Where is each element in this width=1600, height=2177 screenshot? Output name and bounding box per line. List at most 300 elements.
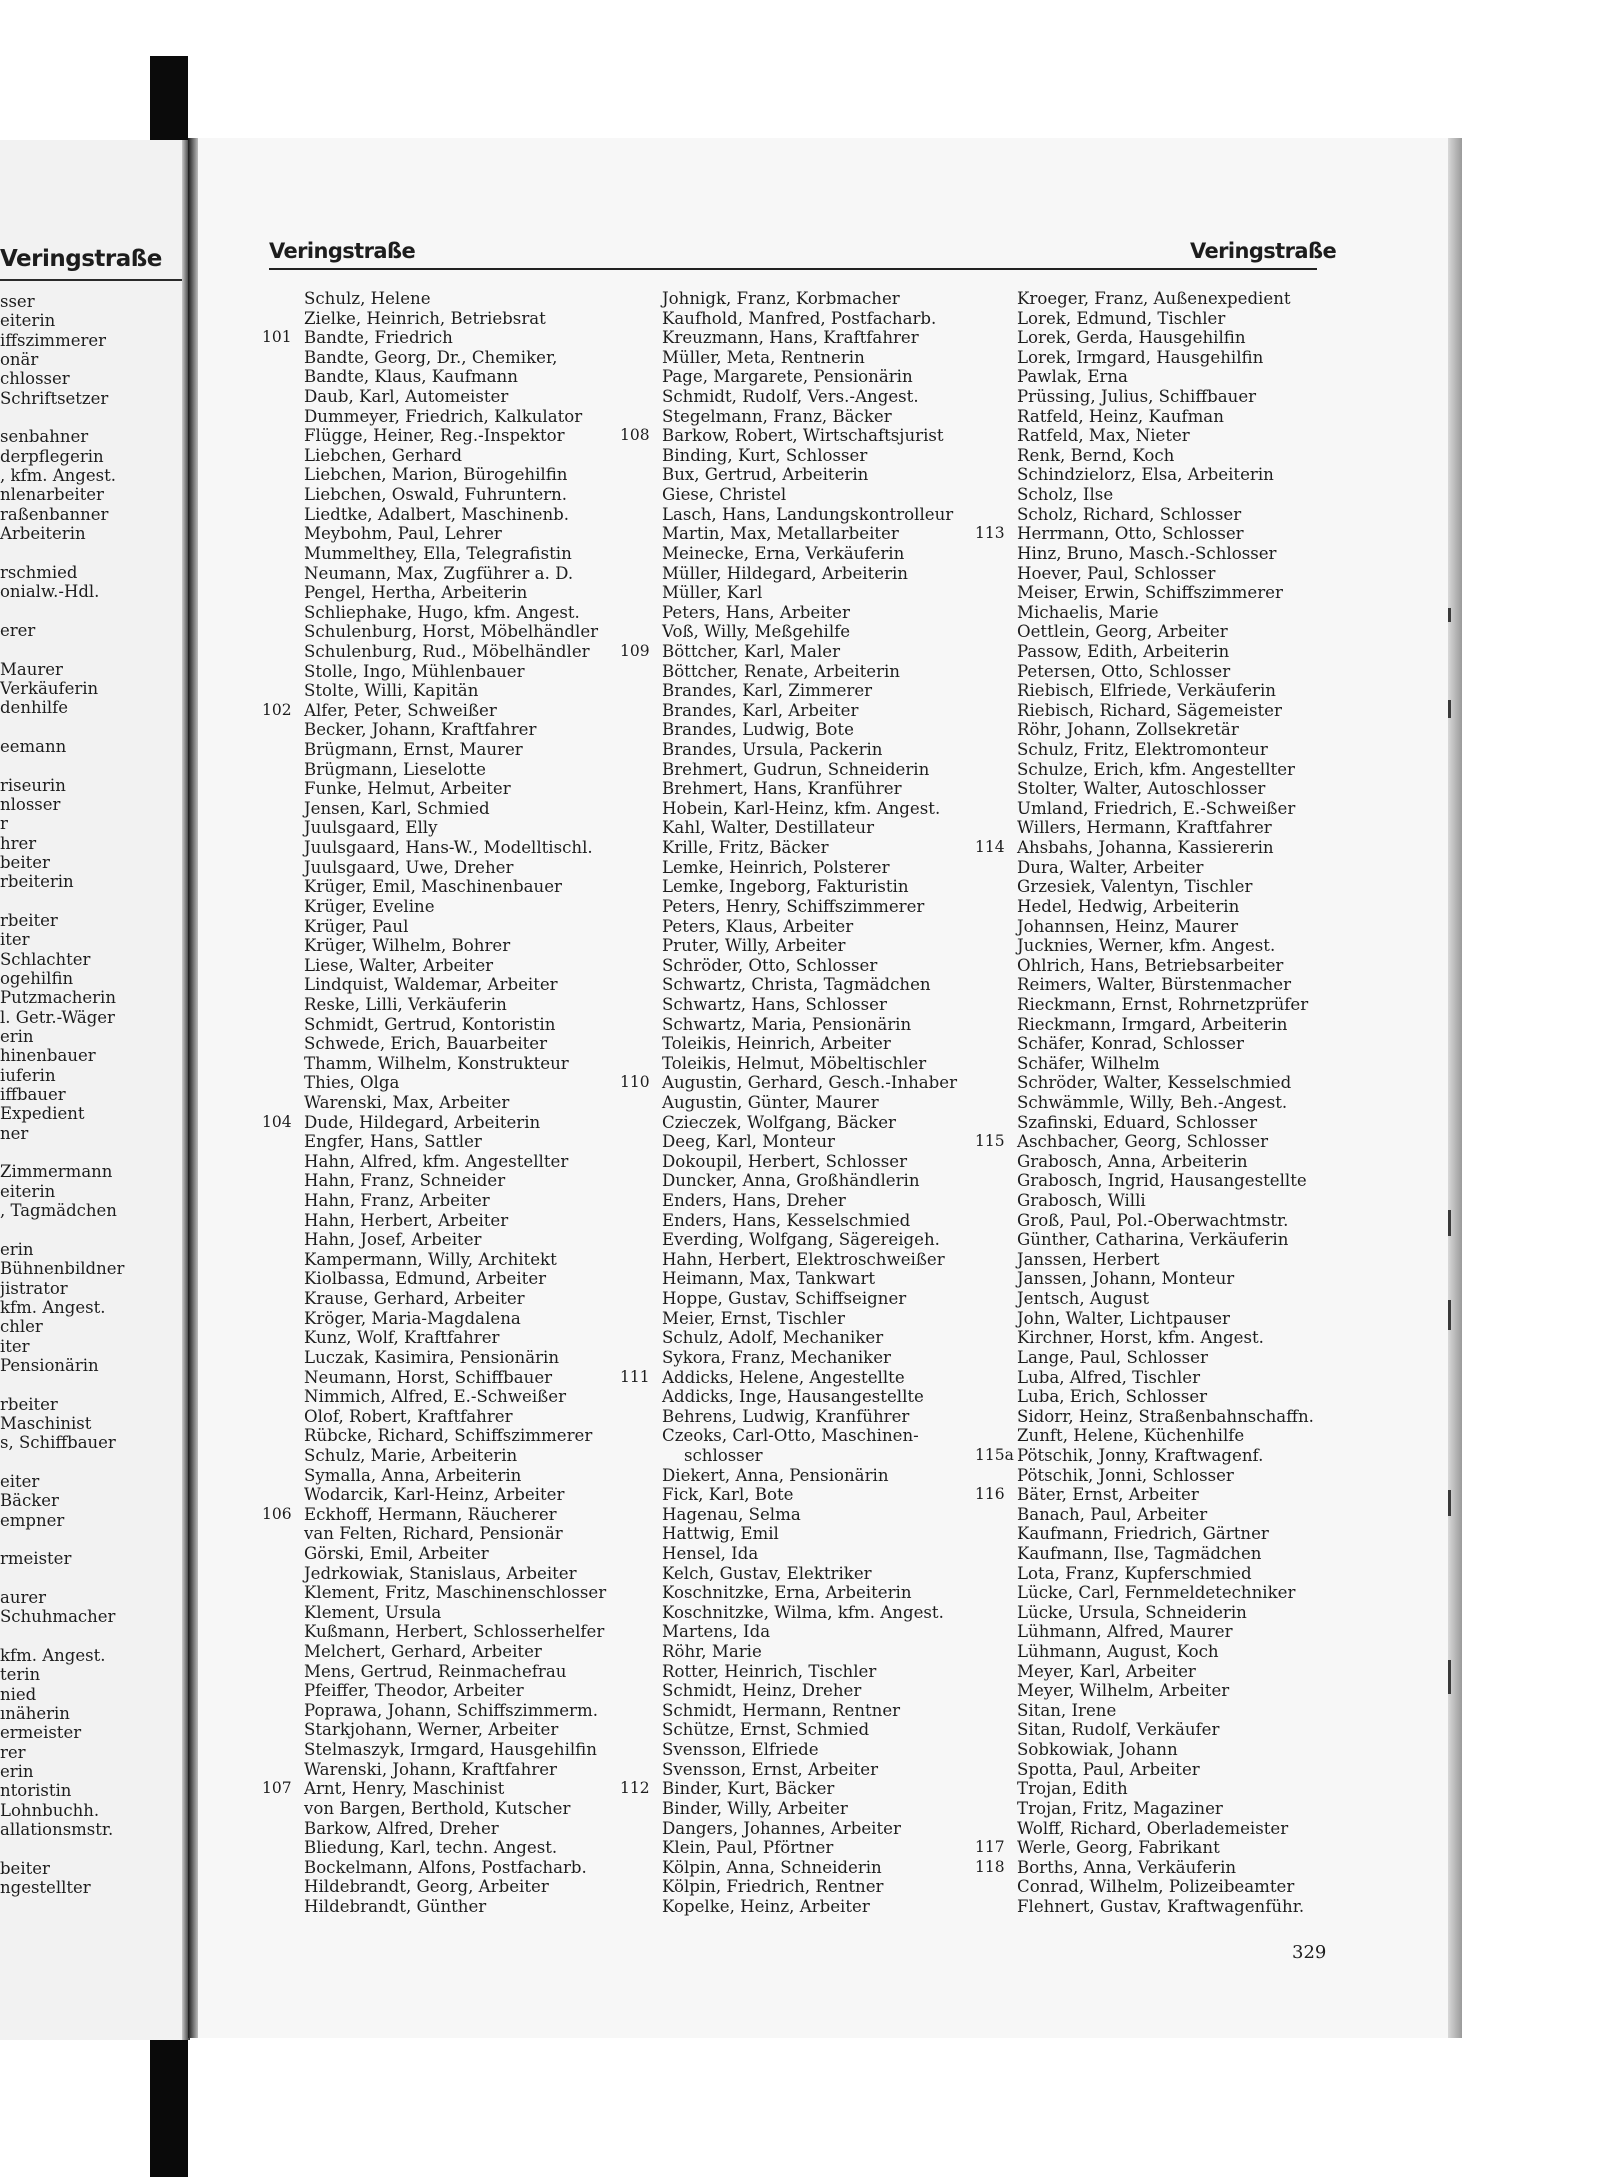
directory-entry bbox=[975, 1132, 1325, 1152]
directory-entry bbox=[975, 524, 1325, 544]
directory-entry bbox=[975, 367, 1325, 387]
directory-entry bbox=[620, 1642, 965, 1662]
directory-entry bbox=[620, 1505, 965, 1525]
resident-entry-text: Kahl, Walter, Destillateur bbox=[662, 818, 875, 838]
directory-entry bbox=[975, 309, 1325, 329]
resident-entry-text: Ohlrich, Hans, Betriebsarbeiter bbox=[1017, 955, 1284, 975]
resident-entry-text: Hahn, Herbert, Arbeiter bbox=[304, 1210, 509, 1230]
resident-entry-text: Lorek, Irmgard, Hausgehilfin bbox=[1017, 347, 1264, 367]
directory-entry bbox=[620, 328, 965, 348]
resident-entry-text: Kaufmann, Friedrich, Gärtner bbox=[1017, 1524, 1269, 1544]
left-page-line: Arbeiterin bbox=[0, 524, 86, 544]
directory-entry bbox=[620, 1152, 965, 1172]
left-page-line: rer bbox=[0, 1742, 26, 1762]
left-page-line bbox=[0, 1453, 182, 1472]
resident-entry-text: Stolter, Walter, Autoschlosser bbox=[1017, 779, 1266, 799]
directory-entry bbox=[975, 485, 1325, 505]
left-page-line: rbeiterin bbox=[0, 872, 74, 892]
left-page-line: erin bbox=[0, 1239, 34, 1259]
directory-entry bbox=[620, 1230, 965, 1250]
left-page-fragment bbox=[0, 140, 188, 2040]
resident-entry-text: Addicks, Inge, Hausangestellte bbox=[662, 1387, 924, 1407]
resident-entry-text: Johnigk, Franz, Korbmacher bbox=[662, 289, 900, 308]
resident-entry-text: Dokoupil, Herbert, Schlosser bbox=[662, 1151, 908, 1171]
resident-entry-text: Schröder, Otto, Schlosser bbox=[662, 955, 878, 975]
left-page-line: nied bbox=[0, 1684, 37, 1704]
directory-entry bbox=[262, 720, 602, 740]
directory-entry bbox=[975, 1387, 1325, 1407]
directory-entry bbox=[620, 1132, 965, 1152]
bleed-mark bbox=[1448, 1210, 1451, 1236]
directory-entry bbox=[620, 544, 965, 564]
resident-entry-text: Flügge, Heiner, Reg.-Inspektor bbox=[304, 426, 565, 446]
resident-entry-text: Luba, Erich, Schlosser bbox=[1017, 1387, 1208, 1407]
resident-entry-text: Meyer, Karl, Arbeiter bbox=[1017, 1661, 1196, 1681]
directory-entry bbox=[975, 681, 1325, 701]
resident-entry-text: Rieckmann, Irmgard, Arbeiterin bbox=[1017, 1014, 1288, 1034]
resident-entry-text: Trojan, Fritz, Magaziner bbox=[1017, 1798, 1223, 1818]
directory-entry bbox=[620, 1113, 965, 1133]
directory-entry bbox=[975, 564, 1325, 584]
directory-entry bbox=[262, 1191, 602, 1211]
bleed-mark bbox=[1448, 1490, 1451, 1516]
left-page-line: Verkäuferin bbox=[0, 678, 99, 698]
resident-entry-text: Schulz, Marie, Arbeiterin bbox=[304, 1445, 518, 1465]
resident-entry-text: Hahn, Josef, Arbeiter bbox=[304, 1230, 482, 1250]
resident-entry-text: Mens, Gertrud, Reinmachefrau bbox=[304, 1661, 567, 1681]
directory-entry bbox=[262, 1622, 605, 1642]
directory-entry bbox=[620, 348, 965, 368]
directory-entry bbox=[620, 1838, 965, 1858]
directory-entry bbox=[262, 1132, 602, 1152]
directory-entry bbox=[262, 681, 602, 701]
directory-entry bbox=[262, 936, 602, 956]
page-header-right: Veringstraße bbox=[1190, 239, 1337, 263]
left-page-line: hinenbauer bbox=[0, 1046, 96, 1066]
resident-entry-text: Ratfeld, Heinz, Kaufman bbox=[1017, 406, 1224, 426]
resident-entry-text: Hobein, Karl-Heinz, kfm. Angest. bbox=[662, 798, 941, 818]
left-page-line bbox=[0, 1840, 182, 1859]
directory-entry bbox=[975, 407, 1325, 427]
left-page-line: eiter bbox=[0, 1471, 40, 1491]
directory-entry bbox=[975, 1073, 1325, 1093]
resident-entry-text: Conrad, Wilhelm, Polizeibeamter bbox=[1017, 1877, 1295, 1897]
directory-entry bbox=[620, 799, 965, 819]
left-page-line: ogehilfin bbox=[0, 969, 74, 989]
resident-entry-text: Krille, Fritz, Bäcker bbox=[662, 838, 829, 858]
house-number: 115 bbox=[975, 1132, 1005, 1151]
resident-entry-text: Schütze, Ernst, Schmied bbox=[662, 1720, 870, 1740]
left-page-line: ner bbox=[0, 1123, 29, 1143]
directory-entry bbox=[620, 622, 965, 642]
resident-entry-text: Pawlak, Erna bbox=[1017, 367, 1128, 387]
left-page-line: Lohnbuchh. bbox=[0, 1800, 100, 1820]
directory-entry bbox=[262, 1426, 602, 1446]
resident-entry-text: Nimmich, Alfred, E.-Schweißer bbox=[304, 1387, 566, 1407]
directory-entry bbox=[620, 662, 965, 682]
resident-entry-text: Lücke, Ursula, Schneiderin bbox=[1017, 1602, 1247, 1622]
directory-entry bbox=[262, 1015, 602, 1035]
resident-entry-text: Kampermann, Willy, Architekt bbox=[304, 1249, 557, 1269]
directory-entry bbox=[620, 583, 965, 603]
resident-entry-text: Neumann, Max, Zugführer a. D. bbox=[304, 563, 574, 583]
bleed-mark bbox=[1448, 1660, 1451, 1694]
left-page-line: Pensionärin bbox=[0, 1355, 99, 1375]
directory-entry bbox=[620, 1073, 965, 1093]
resident-entry-text: Warenski, Johann, Kraftfahrer bbox=[304, 1759, 557, 1779]
directory-entry bbox=[620, 858, 965, 878]
resident-entry-text: Meiser, Erwin, Schiffszimmerer bbox=[1017, 583, 1283, 603]
resident-entry-text: Luczak, Kasimira, Pensionärin bbox=[304, 1347, 560, 1367]
directory-entry bbox=[262, 897, 602, 917]
resident-entry-text: Bandte, Klaus, Kaufmann bbox=[304, 367, 518, 387]
directory-entry bbox=[262, 485, 602, 505]
resident-entry-text: Liebchen, Marion, Bürogehilfin bbox=[304, 465, 568, 485]
resident-entry-text: Starkjohann, Werner, Arbeiter bbox=[304, 1720, 559, 1740]
left-page-line: eiterin bbox=[0, 311, 56, 331]
directory-entry bbox=[620, 1387, 965, 1407]
resident-entry-text: Hildebrandt, Georg, Arbeiter bbox=[304, 1877, 549, 1897]
directory-entry bbox=[975, 289, 1325, 309]
resident-entry-text: Hagenau, Selma bbox=[662, 1504, 801, 1524]
resident-entry-text: Bandte, Georg, Dr., Chemiker, bbox=[304, 347, 558, 367]
resident-entry-text: Ahsbahs, Johanna, Kassiererin bbox=[1017, 838, 1274, 858]
resident-entry-text: Borths, Anna, Verkäuferin bbox=[1017, 1857, 1237, 1877]
directory-entry bbox=[975, 1211, 1325, 1231]
directory-entry bbox=[262, 760, 602, 780]
directory-entry bbox=[975, 1466, 1325, 1486]
directory-entry bbox=[262, 1897, 602, 1917]
resident-entry-text: Grabosch, Anna, Arbeiterin bbox=[1017, 1151, 1248, 1171]
directory-entry bbox=[262, 1544, 602, 1564]
resident-entry-text: Brandes, Ludwig, Bote bbox=[662, 720, 854, 740]
resident-entry-text: Neumann, Horst, Schiffbauer bbox=[304, 1367, 553, 1387]
resident-entry-text: Günther, Catharina, Verkäuferin bbox=[1017, 1230, 1289, 1250]
directory-entry bbox=[620, 564, 965, 584]
left-page-line: chler bbox=[0, 1317, 43, 1337]
left-page-line: allationsmstr. bbox=[0, 1820, 114, 1840]
directory-entry bbox=[262, 1701, 602, 1721]
directory-entry bbox=[262, 1328, 602, 1348]
resident-entry-text: Sidorr, Heinz, Straßenbahnschaffn. bbox=[1017, 1406, 1314, 1426]
directory-entry bbox=[620, 1171, 965, 1191]
resident-entry-text: Meybohm, Paul, Lehrer bbox=[304, 524, 502, 544]
resident-entry-text: Kiolbassa, Edmund, Arbeiter bbox=[304, 1269, 547, 1289]
resident-entry-text: Hinz, Bruno, Masch.-Schlosser bbox=[1017, 543, 1277, 563]
resident-entry-text: Röhr, Marie bbox=[662, 1642, 762, 1662]
directory-entry bbox=[620, 1191, 965, 1211]
directory-entry bbox=[620, 1799, 965, 1819]
directory-entry bbox=[620, 740, 965, 760]
directory-entry bbox=[620, 1583, 965, 1603]
left-page-lines bbox=[0, 292, 182, 1898]
resident-entry-text: Müller, Meta, Rentnerin bbox=[662, 347, 865, 367]
resident-entry-text: Müller, Karl bbox=[662, 583, 763, 603]
directory-entry bbox=[620, 1701, 965, 1721]
resident-entry-text: Schwartz, Hans, Schlosser bbox=[662, 994, 887, 1014]
resident-entry-text: Oettlein, Georg, Arbeiter bbox=[1017, 622, 1228, 642]
house-number: 116 bbox=[975, 1485, 1005, 1504]
directory-entry bbox=[262, 328, 602, 348]
directory-entry bbox=[262, 1524, 602, 1544]
left-page-line: denhilfe bbox=[0, 698, 69, 718]
directory-entry bbox=[975, 1524, 1325, 1544]
resident-entry-text: Spotta, Paul, Arbeiter bbox=[1017, 1759, 1200, 1779]
resident-entry-text: Enders, Hans, Kesselschmied bbox=[662, 1210, 911, 1230]
directory-entry bbox=[975, 348, 1325, 368]
directory-entry bbox=[975, 1171, 1325, 1191]
resident-entry-text: Stelmaszyk, Irmgard, Hausgehilfin bbox=[304, 1740, 597, 1760]
resident-entry-text: Enders, Hans, Dreher bbox=[662, 1191, 846, 1211]
directory-entry bbox=[620, 1093, 965, 1113]
directory-entry bbox=[975, 1662, 1325, 1682]
left-page-line bbox=[0, 408, 182, 427]
directory-entry bbox=[262, 1858, 602, 1878]
directory-entry bbox=[975, 1407, 1325, 1427]
directory-entry bbox=[262, 1877, 602, 1897]
resident-entry-text: Peters, Henry, Schiffszimmerer bbox=[662, 896, 925, 916]
directory-entry bbox=[262, 564, 602, 584]
resident-entry-text: Luba, Alfred, Tischler bbox=[1017, 1367, 1201, 1387]
resident-entry-text: Sitan, Rudolf, Verkäufer bbox=[1017, 1720, 1220, 1740]
directory-entry bbox=[975, 1368, 1325, 1388]
left-page-line: Maschinist bbox=[0, 1413, 92, 1433]
left-page-line: onär bbox=[0, 350, 39, 370]
directory-entry bbox=[620, 818, 965, 838]
resident-entry-text: Mummelthey, Ella, Telegrafistin bbox=[304, 543, 572, 563]
directory-entry bbox=[262, 426, 602, 446]
resident-entry-text: Schwede, Erich, Bauarbeiter bbox=[304, 1034, 548, 1054]
directory-entry bbox=[262, 956, 602, 976]
directory-entry bbox=[620, 1211, 965, 1231]
directory-entry bbox=[262, 1230, 602, 1250]
resident-entry-text: Koschnitzke, Wilma, kfm. Angest. bbox=[662, 1602, 944, 1622]
directory-entry bbox=[975, 1544, 1325, 1564]
resident-entry-text: Everding, Wolfgang, Sägereigeh. bbox=[662, 1230, 940, 1250]
resident-entry-text: Voß, Willy, Meßgehilfe bbox=[662, 622, 851, 642]
directory-entry bbox=[975, 975, 1325, 995]
house-number: 102 bbox=[262, 700, 292, 719]
left-page-line bbox=[0, 756, 182, 775]
house-number: 106 bbox=[262, 1504, 292, 1523]
left-page-line: beiter bbox=[0, 852, 50, 872]
directory-entry bbox=[620, 1603, 965, 1623]
resident-entry-text: Deeg, Karl, Monteur bbox=[662, 1132, 835, 1152]
resident-entry-text: John, Walter, Lichtpauser bbox=[1017, 1308, 1230, 1328]
directory-entry bbox=[975, 662, 1325, 682]
left-page-line: terin bbox=[0, 1665, 41, 1685]
left-page-line: Zimmermann bbox=[0, 1162, 113, 1182]
directory-entry bbox=[262, 603, 602, 623]
directory-entry bbox=[975, 1034, 1325, 1054]
directory-entry bbox=[262, 662, 602, 682]
directory-entry bbox=[262, 1309, 602, 1329]
directory-entry bbox=[262, 1583, 607, 1603]
directory-entry bbox=[262, 975, 602, 995]
resident-entry-text: Alfer, Peter, Schweißer bbox=[304, 700, 497, 720]
resident-entry-text: Lemke, Ingeborg, Fakturistin bbox=[662, 877, 909, 897]
resident-entry-text: Grzesiek, Valentyn, Tischler bbox=[1017, 877, 1253, 897]
directory-entry bbox=[620, 505, 965, 525]
resident-entry-text: Czeoks, Carl-Otto, Maschinen- bbox=[662, 1426, 919, 1446]
bleed-mark bbox=[1448, 700, 1451, 718]
directory-entry bbox=[620, 1524, 965, 1544]
directory-entry bbox=[975, 622, 1325, 642]
bleed-mark bbox=[1448, 608, 1451, 622]
resident-entry-text: Dura, Walter, Arbeiter bbox=[1017, 857, 1204, 877]
house-number: 112 bbox=[620, 1779, 650, 1798]
resident-entry-text: Trojan, Edith bbox=[1017, 1779, 1128, 1799]
resident-entry-text: Schäfer, Konrad, Schlosser bbox=[1017, 1034, 1244, 1054]
resident-entry-text: Lorek, Gerda, Hausgehilfin bbox=[1017, 328, 1246, 348]
resident-entry-text: Zunft, Helene, Küchenhilfe bbox=[1017, 1426, 1245, 1446]
left-page-line: Schlachter bbox=[0, 949, 91, 969]
resident-entry-text: Juulsgaard, Uwe, Dreher bbox=[304, 857, 514, 877]
resident-entry-text: Böttcher, Karl, Maler bbox=[662, 641, 841, 661]
left-page-line: r bbox=[0, 814, 8, 834]
directory-entry bbox=[620, 367, 965, 387]
resident-entry-text: Janssen, Johann, Monteur bbox=[1017, 1269, 1235, 1289]
resident-entry-text: Daub, Karl, Automeister bbox=[304, 387, 509, 407]
resident-entry-text: Diekert, Anna, Pensionärin bbox=[662, 1465, 889, 1485]
left-page-line bbox=[0, 543, 182, 562]
resident-entry-text: Rotter, Heinrich, Tischler bbox=[662, 1661, 877, 1681]
directory-entry bbox=[620, 1426, 965, 1446]
resident-entry-text: Schulz, Fritz, Elektromonteur bbox=[1017, 740, 1268, 760]
resident-entry-text: Funke, Helmut, Arbeiter bbox=[304, 779, 511, 799]
resident-entry-text: Stolle, Ingo, Mühlenbauer bbox=[304, 661, 525, 681]
directory-entry bbox=[262, 1152, 602, 1172]
directory-entry bbox=[262, 348, 602, 368]
resident-entry-text: Grabosch, Willi bbox=[1017, 1191, 1146, 1211]
directory-entry bbox=[262, 1760, 602, 1780]
directory-entry bbox=[620, 289, 965, 309]
directory-column-2 bbox=[620, 289, 965, 1917]
directory-entry bbox=[262, 505, 602, 525]
directory-entry bbox=[262, 465, 602, 485]
left-page-line: onialw.-Hdl. bbox=[0, 582, 100, 602]
left-page-line: ngestellter bbox=[0, 1878, 91, 1898]
resident-entry-text: Arnt, Henry, Maschinist bbox=[304, 1779, 505, 1799]
resident-entry-text: Riebisch, Elfriede, Verkäuferin bbox=[1017, 681, 1276, 701]
directory-entry bbox=[975, 1897, 1325, 1917]
directory-entry bbox=[620, 1622, 965, 1642]
directory-entry bbox=[262, 1348, 602, 1368]
directory-entry bbox=[262, 818, 602, 838]
resident-entry-text: Binder, Kurt, Bäcker bbox=[662, 1779, 835, 1799]
page-edge-shadow bbox=[1448, 138, 1462, 2038]
directory-entry bbox=[975, 328, 1325, 348]
resident-entry-text: Thies, Olga bbox=[304, 1073, 400, 1093]
directory-entry bbox=[620, 701, 965, 721]
left-page-line: Schriftsetzer bbox=[0, 388, 109, 408]
directory-entry bbox=[975, 1701, 1325, 1721]
resident-entry-text: Petersen, Otto, Schlosser bbox=[1017, 661, 1231, 681]
directory-entry bbox=[620, 1760, 965, 1780]
house-number: 114 bbox=[975, 838, 1005, 857]
directory-entry bbox=[975, 1289, 1325, 1309]
resident-entry-text: Brandes, Karl, Zimmerer bbox=[662, 681, 873, 701]
left-page-line bbox=[0, 1143, 182, 1162]
left-page-line bbox=[0, 1530, 182, 1549]
resident-entry-text: Lühmann, August, Koch bbox=[1017, 1642, 1219, 1662]
house-number: 113 bbox=[975, 524, 1005, 543]
house-number: 104 bbox=[262, 1112, 292, 1131]
directory-entry bbox=[620, 1034, 965, 1054]
directory-entry bbox=[262, 367, 602, 387]
directory-entry bbox=[620, 465, 965, 485]
left-page-line: erin bbox=[0, 1027, 34, 1047]
resident-entry-text: Sykora, Franz, Mechaniker bbox=[662, 1347, 891, 1367]
resident-entry-text: Scholz, Richard, Schlosser bbox=[1017, 504, 1242, 524]
resident-entry-text: Kopelke, Heinz, Arbeiter bbox=[662, 1896, 870, 1916]
directory-entry bbox=[620, 1407, 965, 1427]
left-page-line bbox=[0, 718, 182, 737]
house-number: 115a bbox=[975, 1445, 1014, 1464]
resident-entry-text: Lücke, Carl, Fernmeldetechniker bbox=[1017, 1583, 1296, 1603]
directory-entry bbox=[975, 1250, 1325, 1270]
resident-entry-text: Hedel, Hedwig, Arbeiterin bbox=[1017, 896, 1240, 916]
left-page-line: beiter bbox=[0, 1858, 50, 1878]
resident-entry-text: Kaufmann, Ilse, Tagmädchen bbox=[1017, 1544, 1262, 1563]
directory-entry bbox=[620, 1544, 965, 1564]
left-page-line: , kfm. Angest. bbox=[0, 466, 116, 486]
resident-entry-text: Martens, Ida bbox=[662, 1622, 771, 1642]
directory-entry bbox=[975, 720, 1325, 740]
directory-entry bbox=[620, 426, 965, 446]
directory-entry bbox=[620, 485, 965, 505]
left-page-line: iter bbox=[0, 930, 30, 950]
directory-entry bbox=[620, 1446, 965, 1466]
left-page-line: Maurer bbox=[0, 659, 63, 679]
directory-entry bbox=[620, 1662, 965, 1682]
resident-entry-text: Hahn, Franz, Arbeiter bbox=[304, 1191, 490, 1211]
directory-entry bbox=[975, 1564, 1325, 1584]
directory-entry bbox=[975, 1603, 1325, 1623]
left-page-line: s, Schiffbauer bbox=[0, 1433, 116, 1453]
left-page-line: , Tagmädchen bbox=[0, 1201, 117, 1221]
directory-column-3 bbox=[975, 289, 1325, 1917]
left-page-line: jistrator bbox=[0, 1278, 68, 1298]
resident-entry-text: Meyer, Wilhelm, Arbeiter bbox=[1017, 1681, 1230, 1701]
directory-entry bbox=[262, 1054, 602, 1074]
house-number: 111 bbox=[620, 1367, 650, 1386]
left-page-line: rbeiter bbox=[0, 911, 58, 930]
resident-entry-text: Brügmann, Lieselotte bbox=[304, 759, 486, 779]
resident-entry-text: Heimann, Max, Tankwart bbox=[662, 1269, 876, 1289]
resident-entry-text: Renk, Bernd, Koch bbox=[1017, 445, 1175, 465]
directory-entry bbox=[262, 799, 602, 819]
left-page-line: Putzmacherin bbox=[0, 988, 116, 1008]
directory-entry bbox=[620, 1289, 965, 1309]
directory-entry bbox=[975, 818, 1325, 838]
resident-entry-text: Augustin, Gerhard, Gesch.-Inhaber bbox=[662, 1073, 958, 1093]
directory-entry bbox=[975, 1426, 1325, 1446]
directory-entry bbox=[975, 1269, 1325, 1289]
resident-entry-text: Schulze, Erich, kfm. Angestellter bbox=[1017, 759, 1295, 779]
directory-entry bbox=[975, 1838, 1325, 1858]
resident-entry-text: Riebisch, Richard, Sägemeister bbox=[1017, 700, 1282, 720]
directory-entry bbox=[975, 1760, 1325, 1780]
directory-entry bbox=[262, 1642, 602, 1662]
directory-entry bbox=[975, 642, 1325, 662]
resident-entry-text: Schulenburg, Rud., Möbelhändler bbox=[304, 641, 590, 661]
directory-entry bbox=[975, 1328, 1325, 1348]
resident-entry-text: Szafinski, Eduard, Schlosser bbox=[1017, 1112, 1258, 1132]
resident-entry-text: Brandes, Karl, Arbeiter bbox=[662, 700, 859, 720]
directory-entry bbox=[975, 446, 1325, 466]
directory-entry bbox=[975, 1779, 1325, 1799]
